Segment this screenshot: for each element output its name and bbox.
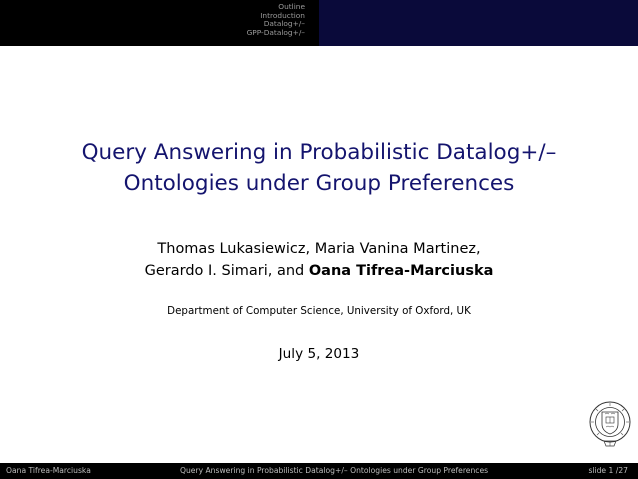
affiliation: Department of Computer Science, University of Oxford, UK [167, 305, 471, 317]
footer-bar [0, 463, 638, 479]
authors-line-1: Thomas Lukasiewicz, Maria Vanina Martinez, [157, 241, 481, 257]
header-bar [0, 0, 638, 46]
authors [0, 238, 638, 282]
nav-gpp-datalog[interactable]: GPP-Datalog+/– [246, 27, 305, 37]
nav-datalog[interactable]: Datalog+/– [263, 19, 305, 29]
authors-line-2-text: Gerardo I. Simari, and [144, 263, 309, 279]
slide-title [0, 137, 638, 199]
nav-introduction[interactable]: Introduction [260, 10, 305, 20]
header-right-panel [319, 0, 638, 46]
presenter-name: Oana Tifrea-Marciuska [308, 263, 494, 279]
section-navigation [247, 3, 305, 37]
presentation-date: July 5, 2013 [278, 346, 360, 362]
nav-outline[interactable]: Outline [278, 2, 305, 11]
footer-author: Oana Tifrea-Marciuska [6, 466, 91, 475]
footer-title: Query Answering in Probabilistic Datalog+/– Ontologies under Group Preferences [180, 466, 489, 475]
title-line-2: Ontologies under Group Preferences [123, 171, 515, 196]
header-left-panel [0, 0, 319, 46]
oxford-university-crest-icon [588, 400, 632, 448]
footer-page-number: slide 1 /27 [588, 466, 628, 475]
title-line-1: Query Answering in Probabilistic Datalog+/– [81, 140, 557, 165]
authors-line-2 [0, 260, 638, 282]
